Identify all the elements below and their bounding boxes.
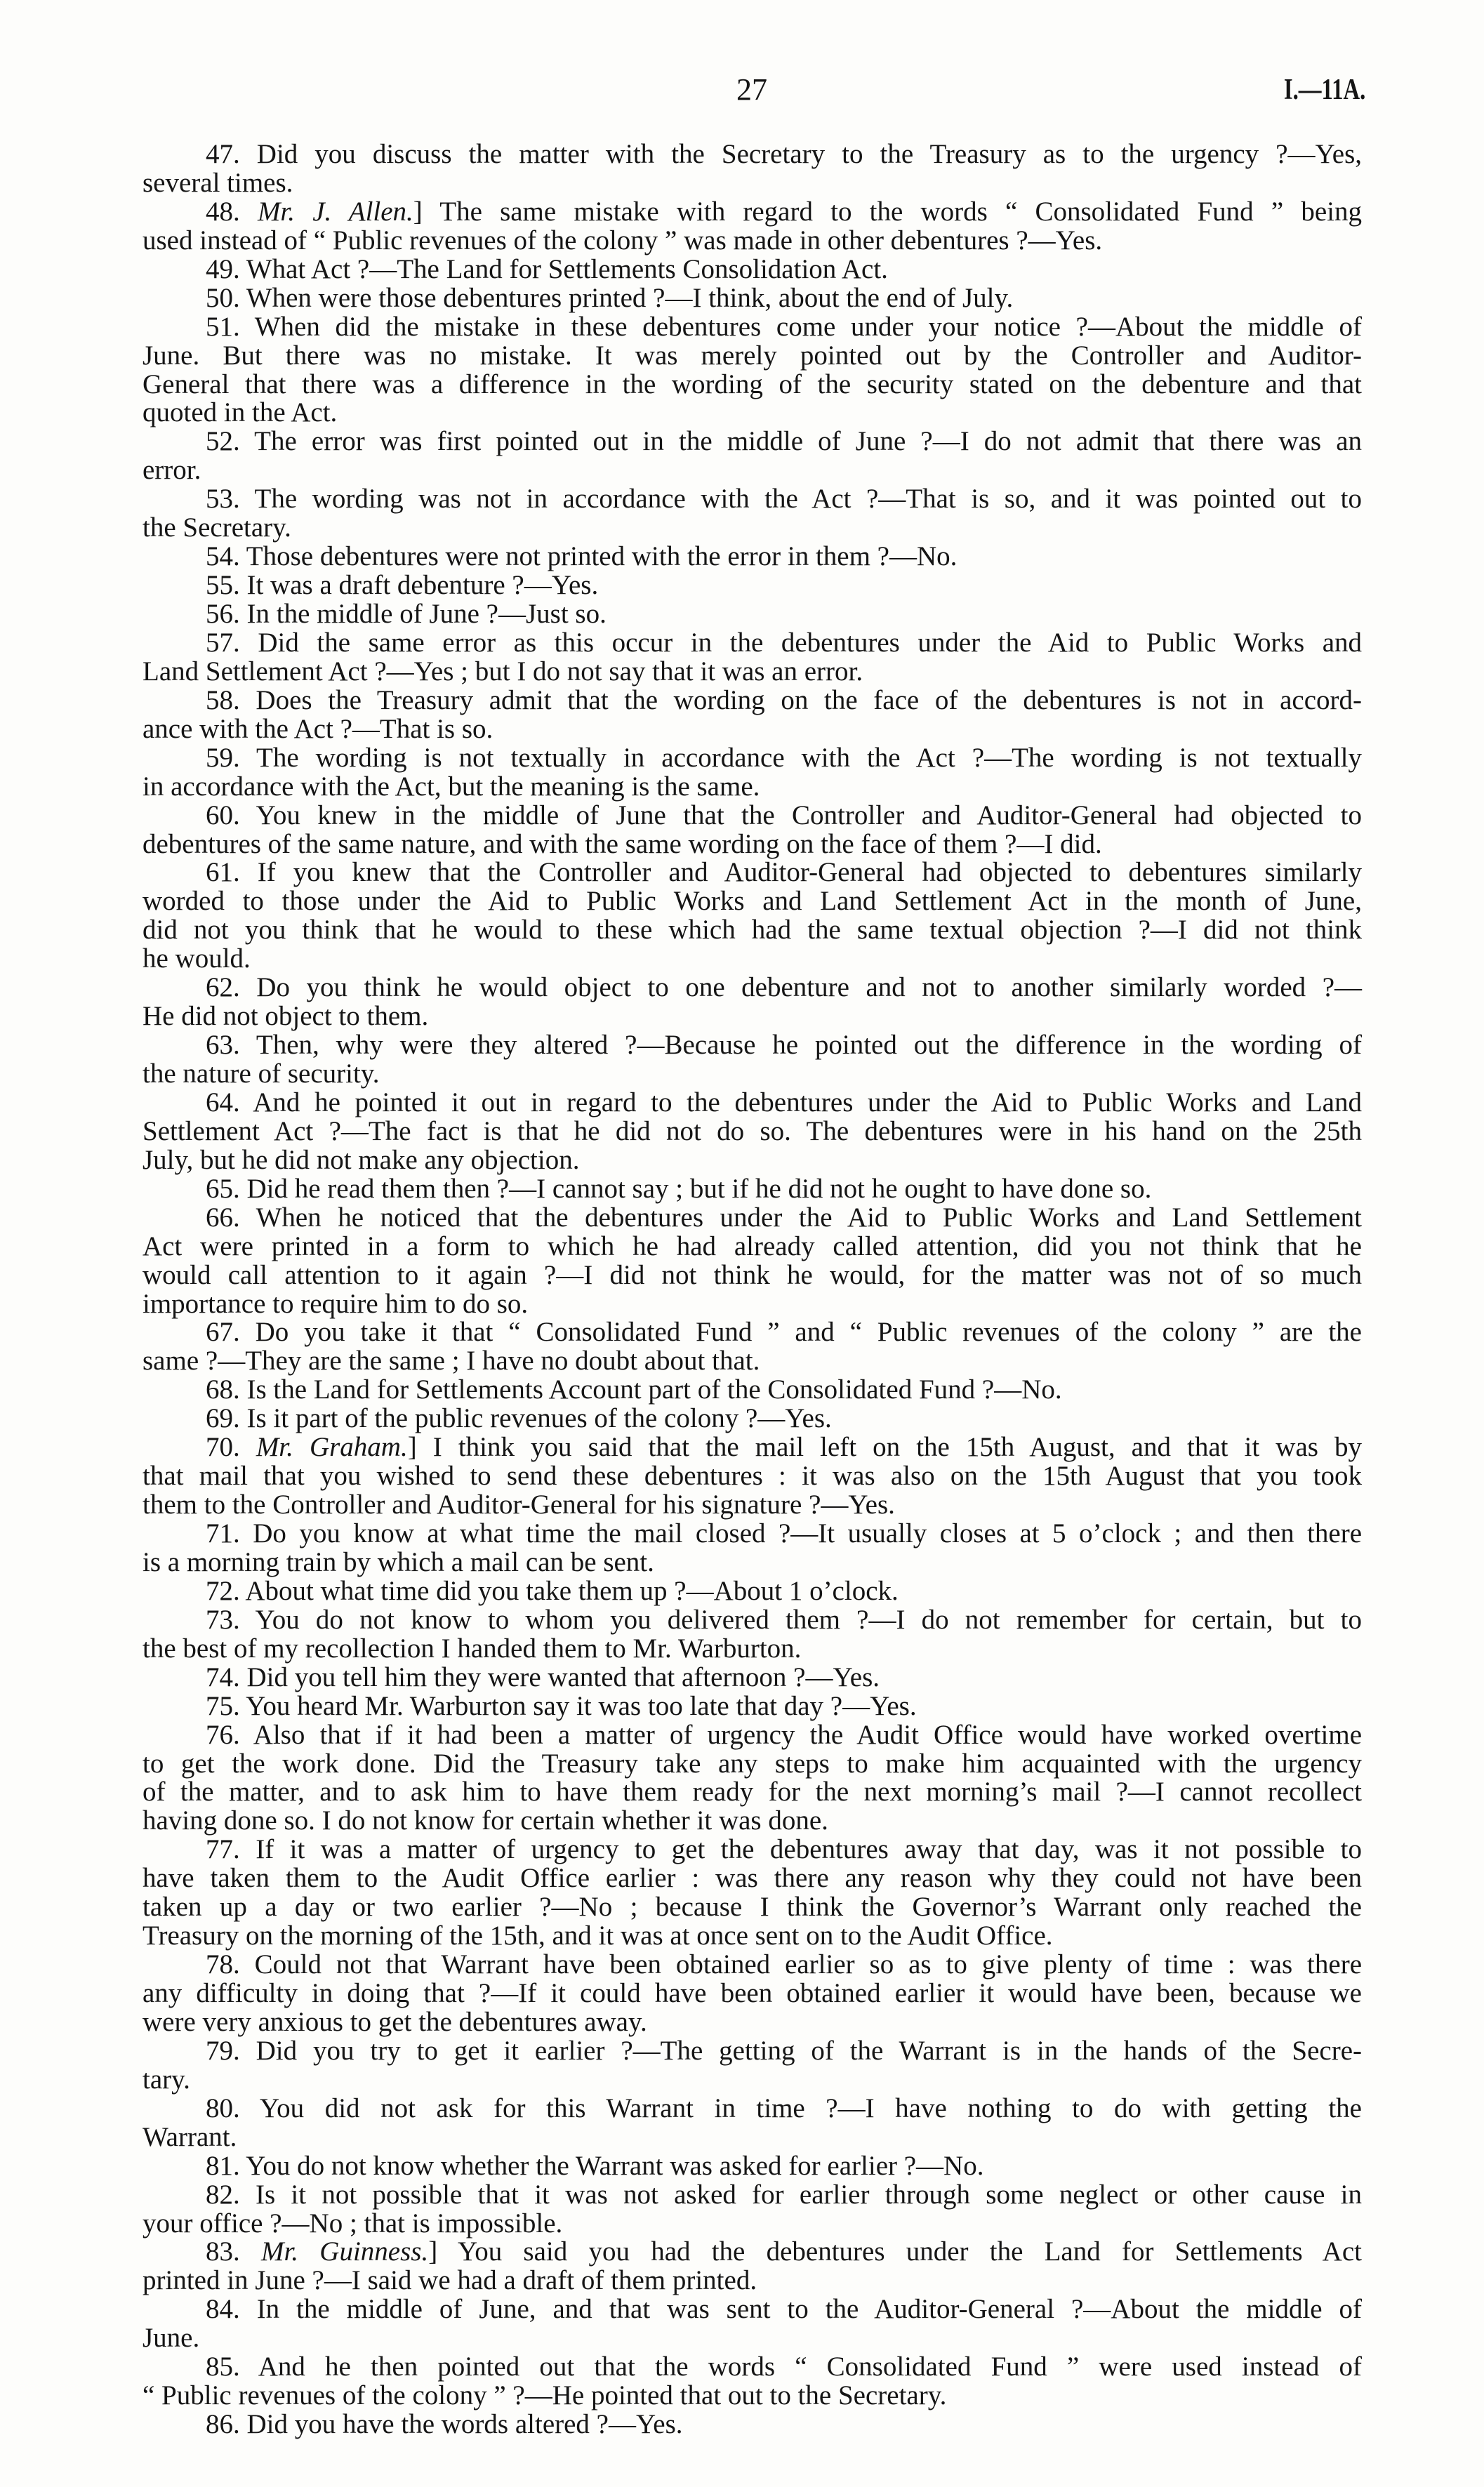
text-line <box>143 571 1362 600</box>
question-47 <box>143 140 1362 198</box>
text-line <box>143 1635 1362 1664</box>
question-54 <box>143 543 1362 571</box>
question-number: 50. <box>206 282 240 313</box>
question-number: 69. <box>206 1403 240 1434</box>
question-number: 81. <box>206 2150 240 2181</box>
page-number: 27 <box>736 72 767 107</box>
question-65 <box>143 1175 1362 1204</box>
question-number: 64. <box>206 1087 240 1118</box>
question-70 <box>143 1433 1362 1520</box>
text-line <box>143 1462 1362 1491</box>
line-text: Is it part of the public revenues of the colony ?—Yes. <box>246 1403 832 1434</box>
question-73 <box>143 1606 1362 1664</box>
text-line <box>143 1175 1362 1204</box>
examiner-name: Mr. Guinness. <box>260 2236 429 2267</box>
line-text: error. <box>143 455 201 486</box>
question-number: 57. <box>206 627 240 658</box>
line-text: Does the Treasury admit that the wording on the face of the debentures is not in accord- <box>256 684 1363 715</box>
line-text: You do not know whether the Warrant was asked for earlier ?—No. <box>246 2150 984 2181</box>
line-text: ] The same mistake with regard to the words “ Consolidated Fund ” being <box>413 196 1362 227</box>
question-57 <box>143 629 1362 687</box>
text-line <box>143 715 1362 744</box>
text-line <box>143 2353 1362 2382</box>
line-text: taken up a day or two earlier ?—No ; because I think the Governor’s Warrant only reached the <box>143 1892 1362 1923</box>
line-text: Did you discuss the matter with the Secretary to the Treasury as to the urgency ?—Yes, <box>256 139 1362 169</box>
line-text: The wording is not textually in accordance with the Act ?—The wording is not textually <box>256 742 1362 773</box>
text-line <box>143 658 1362 687</box>
text-line <box>143 830 1362 859</box>
line-text: worded to those under the Aid to Public Works and Land Settlement Act in the month of June, <box>143 886 1362 917</box>
question-53 <box>143 485 1362 543</box>
question-number: 47. <box>206 139 240 169</box>
text-line <box>143 2295 1362 2324</box>
question-number: 76. <box>206 1719 240 1750</box>
text-line <box>143 543 1362 571</box>
question-79 <box>143 2037 1362 2095</box>
line-text: Treasury on the morning of the 15th, and it was at once sent on to the Audit Office. <box>143 1921 1053 1951</box>
question-number: 67. <box>206 1317 240 1348</box>
text-line <box>143 1031 1362 1060</box>
line-text: the nature of security. <box>143 1059 380 1089</box>
question-75 <box>143 1692 1362 1721</box>
question-number: 59. <box>206 742 240 773</box>
text-line <box>143 313 1362 342</box>
evidence-text <box>143 140 1362 2439</box>
text-line <box>143 1433 1362 1462</box>
text-line <box>143 2152 1362 2181</box>
line-text: Is the Land for Settlements Account part of the Consolidated Fund ?—No. <box>246 1374 1062 1405</box>
line-text: June. But there was no mistake. It was merely pointed out by the Controller and Auditor- <box>143 340 1362 371</box>
line-text: ] I think you said that the mail left on the 15th August, and that it was by <box>407 1432 1363 1463</box>
line-text: debentures of the same nature, and with the same wording on the face of them ?—I did. <box>143 828 1102 859</box>
text-line <box>143 1089 1362 1118</box>
line-text: the best of my recollection I handed them to Mr. Warburton. <box>143 1633 802 1664</box>
question-number: 63. <box>206 1030 240 1061</box>
question-48 <box>143 198 1362 256</box>
line-text: Is it not possible that it was not asked for earlier through some neglect or other cause in <box>256 2179 1362 2210</box>
line-text: used instead of “ Public revenues of the colony ” was made in other debentures ?—Yes. <box>143 225 1103 256</box>
line-text: If you knew that the Controller and Auditor-General had objected to debentures similarly <box>257 857 1362 888</box>
text-line <box>143 427 1362 456</box>
question-number: 48. <box>206 196 240 227</box>
question-76 <box>143 1721 1362 1836</box>
question-72 <box>143 1577 1362 1606</box>
line-text: You knew in the middle of June that the Controller and Auditor-General had objected to <box>256 800 1362 830</box>
question-number: 62. <box>206 972 240 1003</box>
text-line <box>143 744 1362 773</box>
text-line <box>143 1204 1362 1233</box>
line-text: same ?—They are the same ; I have no doubt about that. <box>143 1346 760 1377</box>
text-line <box>143 1261 1362 1290</box>
line-text: to get the work done. Did the Treasury take any steps to make him acquainted with the urgency <box>143 1748 1362 1779</box>
line-text: June. <box>143 2323 200 2354</box>
text-line <box>143 2210 1362 2239</box>
question-58 <box>143 684 1363 744</box>
question-59 <box>143 744 1362 802</box>
text-line <box>143 974 1362 1002</box>
text-line <box>143 1233 1362 1261</box>
line-text: “ Public revenues of the colony ” ?—He pointed that out to the Secretary. <box>143 2380 947 2411</box>
question-number: 68. <box>206 1374 240 1405</box>
text-line <box>143 456 1362 485</box>
line-text: were very anxious to get the debentures away. <box>143 2006 647 2037</box>
text-line <box>143 2238 1362 2267</box>
line-text: Did the same error as this occur in the debentures under the Aid to Public Works and <box>258 627 1363 658</box>
line-text: What Act ?—The Land for Settlements Consolidation Act. <box>246 253 888 284</box>
line-text: You do not know to whom you delivered them ?—I do not remember for certain, but to <box>255 1604 1363 1635</box>
question-81 <box>143 2152 1362 2181</box>
line-text: Did you tell him they were wanted that afternoon ?—Yes. <box>246 1662 880 1692</box>
text-line <box>143 684 1363 715</box>
text-line <box>143 485 1362 514</box>
text-line <box>143 2410 1362 2439</box>
question-68 <box>143 1376 1362 1405</box>
line-text: have taken them to the Audit Office earlier : was there any reason why they could not have been <box>143 1863 1362 1894</box>
question-78 <box>143 1951 1362 2037</box>
line-text: In the middle of June, and that was sent to the Auditor-General ?—About the middle of <box>256 2294 1363 2325</box>
text-line <box>143 1491 1362 1520</box>
text-line <box>143 773 1362 802</box>
document-reference: I.—11A. <box>1283 74 1365 106</box>
line-text: When he noticed that the debentures under the Aid to Public Works and Land Settlement <box>256 1202 1362 1233</box>
line-text: General that there was a difference in the wording of the security stated on the debenture and that <box>143 369 1362 399</box>
line-text: of the matter, and to ask him to have them ready for the next morning’s mail ?—I cannot recollect <box>143 1777 1362 1808</box>
line-text: You heard Mr. Warburton say it was too late that day ?—Yes. <box>246 1690 917 1721</box>
line-text: It was a draft debenture ?—Yes. <box>246 570 599 601</box>
line-text: in accordance with the Act, but the meaning is the same. <box>143 771 760 802</box>
text-line <box>143 1347 1362 1376</box>
question-82 <box>143 2181 1362 2239</box>
text-line <box>143 2123 1362 2152</box>
question-number: 49. <box>206 253 240 284</box>
text-line <box>143 2181 1362 2210</box>
text-line <box>143 1290 1362 1319</box>
text-line <box>143 858 1362 887</box>
line-text: Did he read them then ?—I cannot say ; but if he did not he ought to have done so. <box>246 1173 1152 1204</box>
text-line <box>143 1951 1362 1979</box>
question-66 <box>143 1204 1362 1319</box>
line-text: You did not ask for this Warrant in time ?—I have nothing to do with getting the <box>259 2093 1362 2123</box>
question-number: 55. <box>206 570 240 601</box>
text-line <box>143 1864 1362 1893</box>
question-number: 83. <box>206 2236 240 2267</box>
question-86 <box>143 2410 1362 2439</box>
text-line <box>143 2095 1362 2123</box>
line-text: Did you have the words altered ?—Yes. <box>246 2409 683 2440</box>
question-71 <box>143 1520 1362 1577</box>
line-text: In the middle of June ?—Just so. <box>246 599 607 629</box>
question-50 <box>143 284 1362 313</box>
line-text: ] You said you had the debentures under the Land for Settlements Act <box>428 2236 1362 2267</box>
question-84 <box>143 2295 1362 2353</box>
question-60 <box>143 802 1362 859</box>
question-49 <box>143 253 1362 284</box>
text-line <box>143 1548 1362 1577</box>
text-line <box>143 198 1362 227</box>
line-text: tary. <box>143 2064 190 2095</box>
line-text: Do you think he would object to one debenture and not to another similarly worded ?— <box>256 972 1363 1003</box>
question-number: 86. <box>206 2409 240 2440</box>
question-number: 61. <box>206 857 240 888</box>
question-number: 51. <box>206 311 240 342</box>
text-line <box>143 1520 1362 1548</box>
text-line <box>143 1405 1362 1433</box>
text-line <box>143 600 1362 629</box>
line-text: Do you know at what time the mail closed ?—It usually closes at 5 o’clock ; and then there <box>253 1518 1363 1548</box>
text-line <box>143 1318 1362 1347</box>
question-number: 79. <box>206 2035 240 2066</box>
text-line <box>143 1893 1362 1922</box>
question-85 <box>143 2353 1362 2410</box>
text-line <box>143 2037 1362 2066</box>
question-number: 74. <box>206 1662 240 1692</box>
text-line <box>143 1778 1362 1807</box>
text-line <box>143 169 1362 198</box>
question-number: 84. <box>206 2294 240 2325</box>
line-text: importance to require him to do so. <box>143 1288 529 1319</box>
question-number: 65. <box>206 1173 240 1204</box>
text-line <box>143 1922 1362 1951</box>
question-62 <box>143 974 1362 1031</box>
line-text: July, but he did not make any objection. <box>143 1144 580 1175</box>
text-line <box>143 514 1362 543</box>
line-text: the Secretary. <box>143 512 291 543</box>
line-text: any difficulty in doing that ?—If it could have been obtained earlier it would have been, because we <box>143 1978 1362 2008</box>
line-text: About what time did you take them up ?—About 1 o’clock. <box>245 1575 899 1606</box>
text-line <box>143 371 1362 399</box>
text-line <box>143 887 1362 916</box>
text-line <box>143 1721 1362 1750</box>
question-number: 70. <box>206 1432 240 1463</box>
text-line <box>143 1002 1362 1031</box>
question-number: 54. <box>206 541 240 572</box>
line-text: Warrant. <box>143 2121 237 2152</box>
text-line <box>143 916 1362 945</box>
text-line <box>143 1692 1362 1721</box>
line-text: Act were printed in a form to which he had already called attention, did you not think that he <box>143 1231 1362 1261</box>
text-line <box>143 1577 1362 1606</box>
line-text: is a morning train by which a mail can be sent. <box>143 1546 654 1577</box>
examiner-name: Mr. Graham. <box>256 1432 408 1463</box>
line-text: them to the Controller and Auditor-General for his signature ?—Yes. <box>143 1490 895 1520</box>
question-number: 73. <box>206 1604 240 1635</box>
line-text: He did not object to them. <box>143 1001 429 1032</box>
line-text: he would. <box>143 943 251 974</box>
question-number: 77. <box>206 1834 240 1865</box>
text-line <box>143 1836 1362 1864</box>
line-text: several times. <box>143 167 293 198</box>
line-text: Land Settlement Act ?—Yes ; but I do not say that it was an error. <box>143 656 863 687</box>
text-line <box>143 140 1362 169</box>
text-line <box>143 2066 1362 2095</box>
question-55 <box>143 571 1362 600</box>
text-line <box>143 342 1362 371</box>
question-number: 60. <box>206 800 240 830</box>
question-80 <box>143 2095 1362 2152</box>
question-67 <box>143 1318 1362 1376</box>
text-line <box>143 945 1362 974</box>
question-number: 56. <box>206 599 240 629</box>
text-line <box>143 1115 1362 1146</box>
question-number: 52. <box>206 426 240 457</box>
question-number: 72. <box>206 1575 240 1606</box>
line-text: Those debentures were not printed with the error in them ?—No. <box>246 541 958 572</box>
text-line <box>143 1606 1362 1635</box>
question-number: 66. <box>206 1202 240 1233</box>
question-56 <box>143 600 1362 629</box>
line-text: Could not that Warrant have been obtained earlier so as to give plenty of time : was there <box>254 1949 1363 1980</box>
line-text: Did you try to get it earlier ?—The getting of the Warrant is in the hands of the Secre- <box>256 2035 1362 2066</box>
question-63 <box>143 1031 1362 1089</box>
line-text: quoted in the Act. <box>143 397 338 428</box>
question-61 <box>143 858 1362 974</box>
line-text: Do you take it that “ Consolidated Fund ” and “ Public revenues of the colony ” are the <box>255 1317 1362 1348</box>
text-line <box>143 399 1362 427</box>
line-text: that mail that you wished to send these debentures : it was also on the 15th August that you took <box>143 1461 1362 1492</box>
text-line <box>143 1750 1362 1779</box>
question-number: 78. <box>206 1949 240 1980</box>
line-text: When were those debentures printed ?—I think, about the end of July. <box>246 282 1014 313</box>
question-52 <box>143 427 1362 485</box>
examiner-name: Mr. J. Allen. <box>257 196 413 227</box>
text-line <box>143 1979 1362 2008</box>
text-line <box>143 253 1362 284</box>
text-line <box>143 2267 1362 2295</box>
text-line <box>143 1807 1362 1836</box>
line-text: The wording was not in accordance with the Act ?—That is so, and it was pointed out to <box>254 484 1362 515</box>
text-line <box>143 1376 1362 1405</box>
line-text: And he pointed it out in regard to the debentures under the Aid to Public Works and Land <box>253 1087 1362 1118</box>
line-text: Then, why were they altered ?—Because he pointed out the difference in the wording of <box>256 1030 1362 1061</box>
text-line <box>143 1146 1362 1175</box>
question-83 <box>143 2238 1362 2295</box>
question-64 <box>143 1089 1362 1175</box>
line-text: did not you think that he would to these which had the same textual objection ?—I did not think <box>143 915 1362 946</box>
question-number: 75. <box>206 1690 240 1721</box>
text-line <box>143 2324 1362 2353</box>
line-text: The error was first pointed out in the middle of June ?—I do not admit that there was an <box>254 426 1363 457</box>
line-text: having done so. I do not know for certain whether it was done. <box>143 1805 828 1836</box>
line-text: And he then pointed out that the words “ Consolidated Fund ” were used instead of <box>258 2352 1362 2382</box>
line-text: printed in June ?—I said we had a draft of them printed. <box>143 2265 757 2296</box>
text-line <box>143 2382 1362 2410</box>
text-line <box>143 2008 1362 2037</box>
question-number: 58. <box>206 684 240 715</box>
text-line <box>143 227 1362 256</box>
line-text: your office ?—No ; that is impossible. <box>143 2208 563 2239</box>
question-number: 85. <box>206 2352 240 2382</box>
text-line <box>143 1664 1362 1692</box>
line-text: Also that if it had been a matter of urgency the Audit Office would have worked overtime <box>253 1719 1362 1750</box>
question-number: 71. <box>206 1518 240 1548</box>
question-69 <box>143 1405 1362 1433</box>
question-number: 80. <box>206 2093 240 2123</box>
text-line <box>143 1060 1362 1089</box>
question-51 <box>143 313 1362 428</box>
line-text: would call attention to it again ?—I did not think he would, for the matter was not of so much <box>143 1259 1362 1290</box>
line-text: Settlement Act ?—The fact is that he did not do so. The debentures were in his hand on the 25th <box>143 1115 1362 1146</box>
text-line <box>143 802 1362 830</box>
question-number: 53. <box>206 484 240 515</box>
question-number: 82. <box>206 2179 240 2210</box>
line-text: ance with the Act ?—That is so. <box>143 713 493 744</box>
line-text: When did the mistake in these debentures come under your notice ?—About the middle of <box>254 311 1363 342</box>
question-77 <box>143 1836 1362 1951</box>
question-74 <box>143 1664 1362 1692</box>
text-line <box>143 629 1362 658</box>
line-text: If it was a matter of urgency to get the debentures away that day, was it not possible to <box>256 1834 1363 1865</box>
text-line <box>143 284 1362 313</box>
